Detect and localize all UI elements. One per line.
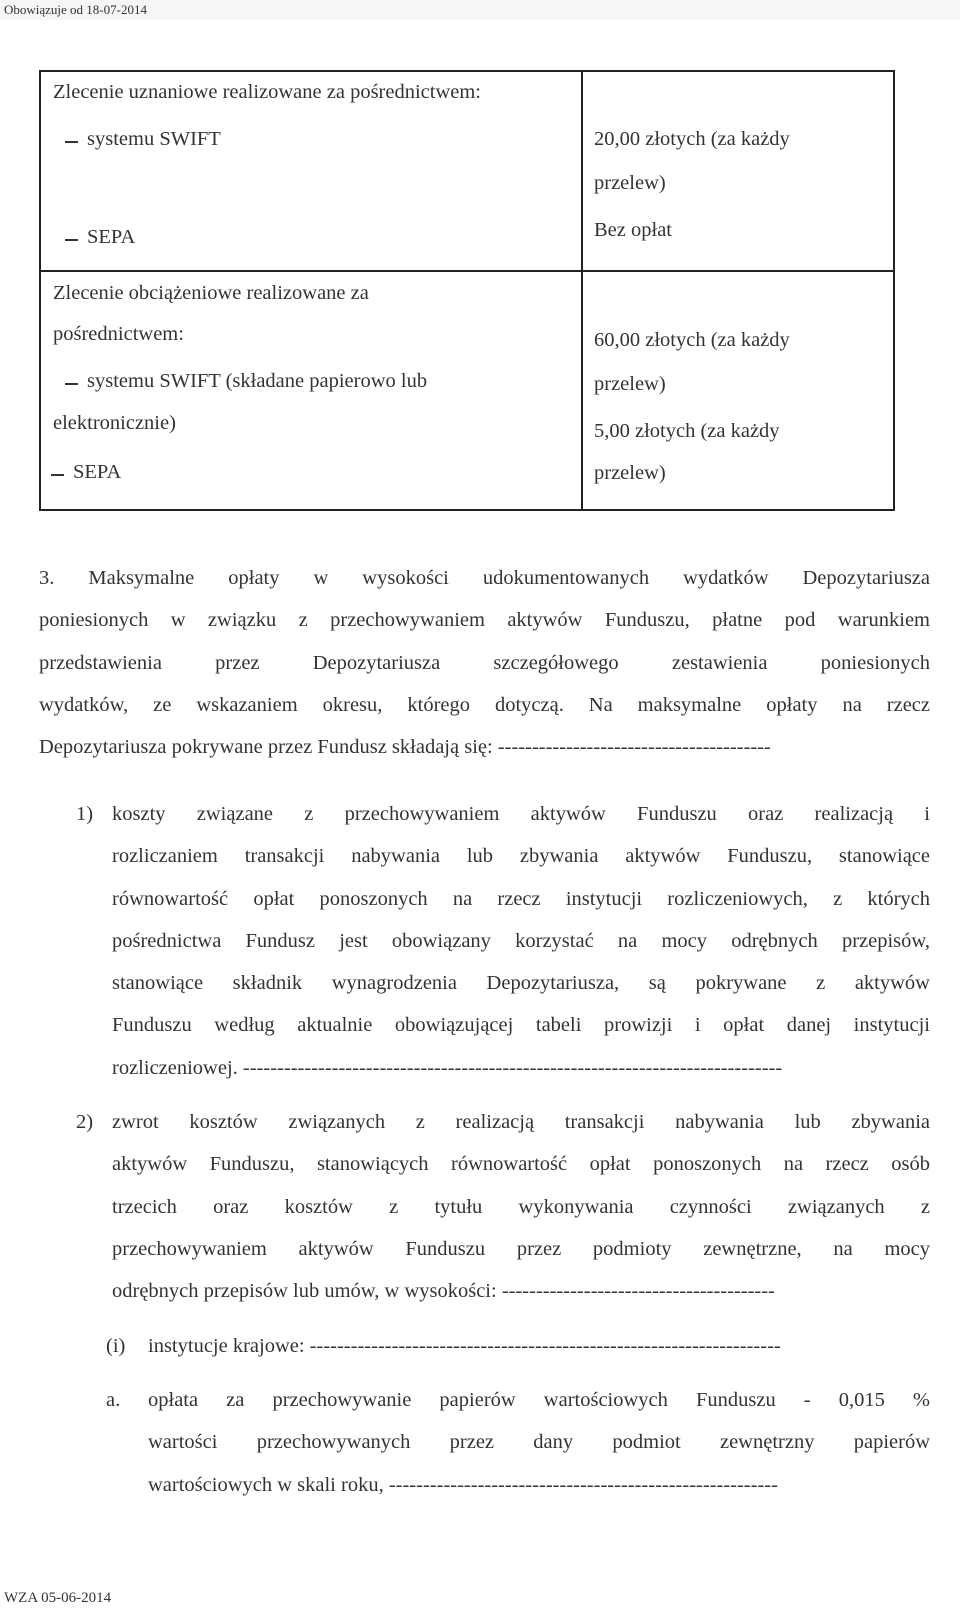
sublist-item-line: wartości przechowywanych przez dany podmiot zewnętrzny papierów <box>148 1431 930 1454</box>
fee-value: 20,00 złotych (za każdy <box>594 128 790 150</box>
sublist-item-a <box>148 1379 930 1506</box>
fee-table-cell-fee-1 <box>582 71 894 271</box>
service-item-swift: systemu SWIFT (składane papierowo lub <box>87 370 428 392</box>
list-item-line: stanowiące składnik wynagrodzenia Depozytariusza, są pokrywane z aktywów <box>112 972 930 995</box>
sublist-item-line: opłata za przechowywanie papierów wartościowych Funduszu - 0,015 % <box>148 1389 930 1411</box>
list-item-line: rozliczaniem transakcji nabywania lub zbywania aktywów Funduszu, stanowiące <box>112 845 930 868</box>
service-title-cont: pośrednictwem: <box>53 323 184 345</box>
paragraph-line: Depozytariusza pokrywane przez Fundusz składają się: ---------------------------------------- <box>39 736 771 759</box>
fee-table-cell-fee-2 <box>582 271 894 510</box>
list-item-2 <box>112 1101 930 1312</box>
page-header-validity: Obowiązuje od 18-07-2014 <box>0 0 960 20</box>
fee-value: 5,00 złotych (za każdy <box>594 420 780 442</box>
fee-value-cont: przelew) <box>594 172 666 194</box>
fee-value-cont: przelew) <box>594 373 666 395</box>
fee-value-cont: przelew) <box>594 462 666 484</box>
list-item-line: przechowywaniem aktywów Funduszu przez podmioty zewnętrzne, na mocy <box>112 1237 930 1260</box>
list-item-line: odrębnych przepisów lub umów, w wysokości: ---------------------------------------- <box>112 1280 775 1303</box>
paragraph-number: 3. <box>39 567 55 589</box>
service-title: Zlecenie obciążeniowe realizowane za <box>53 282 369 304</box>
fee-table-cell-service-2 <box>40 271 582 510</box>
fee-value: 60,00 złotych (za każdy <box>594 329 790 351</box>
list-item-line: Funduszu według aktualnie obowiązującej tabeli prowizji i opłat danej instytucji <box>112 1014 930 1037</box>
page-footer-date: WZA 05-06-2014 <box>4 1590 112 1606</box>
sublist-item-line: wartościowych w skali roku, --------------------------------------------------------- <box>148 1473 778 1496</box>
paragraph-line: przedstawienia przez Depozytariusza szczegółowego zestawienia poniesionych <box>39 651 930 674</box>
service-item-swift: systemu SWIFT <box>87 128 221 150</box>
list-item-line: pośrednictwa Fundusz jest obowiązany korzystać na mocy odrębnych przepisów, <box>112 929 930 952</box>
list-item-line: zwrot kosztów związanych z realizacją transakcji nabywania lub zbywania <box>112 1111 930 1133</box>
list-number: 1) <box>76 803 94 825</box>
paragraph-line: poniesionych w związku z przechowywaniem aktywów Funduszu, płatne pod warunkiem <box>39 609 930 632</box>
service-item-sepa: SEPA <box>73 461 122 483</box>
sublist-number: (i) <box>106 1335 126 1357</box>
list-item-line: koszty związane z przechowywaniem aktywów Funduszu oraz realizacją i <box>112 803 930 825</box>
list-item-line: aktywów Funduszu, stanowiących równowartość opłat ponoszonych na rzecz osób <box>112 1153 930 1176</box>
list-item-line: trzecich oraz kosztów z tytułu wykonywania czynności związanych z <box>112 1195 930 1218</box>
service-item-sepa: SEPA <box>87 226 136 248</box>
sublist-item-line: instytucje krajowe: --------------------------------------------------------------------- <box>148 1335 781 1357</box>
list-number: 2) <box>76 1111 94 1133</box>
service-item-swift-cont: elektronicznie) <box>53 412 176 434</box>
paragraph-line: wydatków, ze wskazaniem okresu, którego dotyczą. Na maksymalne opłaty na rzecz <box>39 693 930 716</box>
fee-value: Bez opłat <box>594 219 672 241</box>
service-title: Zlecenie uznaniowe realizowane za pośrednictwem: <box>53 81 482 103</box>
list-item-1 <box>112 793 930 1089</box>
fee-table <box>39 70 895 511</box>
fee-table-cell-service-1 <box>40 71 582 271</box>
paragraph-3 <box>39 557 930 768</box>
paragraph-line: Maksymalne opłaty w wysokości udokumentowanych wydatków Depozytariusza <box>88 567 930 589</box>
list-item-line: równowartość opłat ponoszonych na rzecz instytucji rozliczeniowych, z których <box>112 887 930 910</box>
sublist-letter: a. <box>106 1389 121 1411</box>
list-item-line: rozliczeniowej. ------------------------------------------------------------------------------- <box>112 1056 783 1079</box>
sublist-item-i <box>148 1325 930 1367</box>
